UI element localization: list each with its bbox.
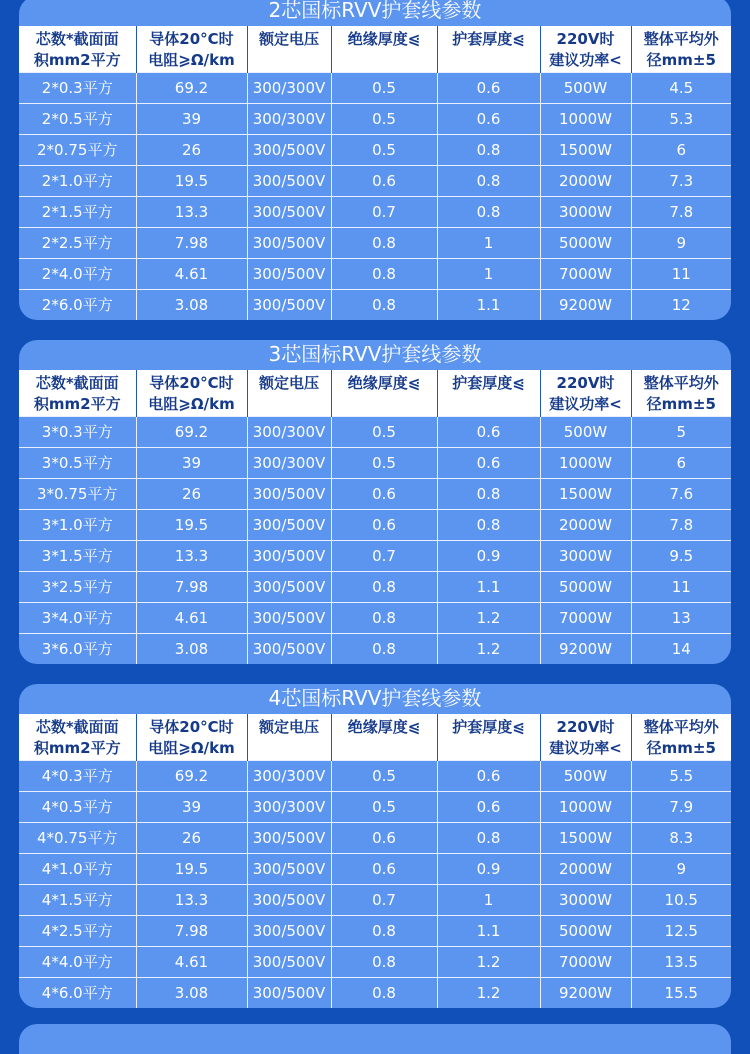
panel-title: 2芯国标RVV护套线参数	[268, 0, 482, 22]
cell-insulation: 0.8	[331, 916, 437, 947]
cell-rated-voltage: 300/500V	[247, 854, 331, 885]
header-line: 径mm±5	[646, 739, 716, 757]
cell-resistance: 19.5	[136, 166, 247, 197]
col-header-sheath	[437, 714, 540, 761]
cell-diameter: 7.3	[631, 166, 731, 197]
cell-core-area: 3*1.0平方	[19, 510, 136, 541]
cell-rated-voltage: 300/500V	[247, 197, 331, 228]
cell-resistance: 26	[136, 135, 247, 166]
col-header-core-area	[19, 714, 136, 761]
cell-sheath: 1	[437, 885, 540, 916]
cell-sheath: 0.9	[437, 541, 540, 572]
table-row	[19, 417, 731, 448]
header-line: 电阻⩾Ω/km	[148, 739, 235, 757]
cell-sheath: 0.6	[437, 104, 540, 135]
table-row	[19, 228, 731, 259]
cell-sheath: 1.2	[437, 947, 540, 978]
header-line: 绝缘厚度⩿	[347, 30, 421, 48]
table-row	[19, 259, 731, 290]
header-line: 芯数*截面面	[35, 718, 119, 736]
table-row	[19, 541, 731, 572]
cell-resistance: 19.5	[136, 510, 247, 541]
cell-insulation: 0.8	[331, 603, 437, 634]
cell-power: 1000W	[540, 448, 631, 479]
next-panel-edge	[19, 1024, 731, 1054]
cell-power: 9200W	[540, 634, 631, 665]
header-row	[19, 714, 731, 761]
cell-rated-voltage: 300/300V	[247, 104, 331, 135]
cell-core-area: 3*0.3平方	[19, 417, 136, 448]
cell-diameter: 6	[631, 135, 731, 166]
cell-sheath: 1.2	[437, 978, 540, 1009]
cell-diameter: 7.8	[631, 510, 731, 541]
cell-core-area: 2*0.3平方	[19, 73, 136, 104]
table-row	[19, 792, 731, 823]
cell-rated-voltage: 300/300V	[247, 417, 331, 448]
cell-insulation: 0.8	[331, 947, 437, 978]
header-line: 电阻⩾Ω/km	[148, 51, 235, 69]
cell-rated-voltage: 300/500V	[247, 479, 331, 510]
table-row	[19, 448, 731, 479]
cell-rated-voltage: 300/500V	[247, 885, 331, 916]
cell-diameter: 7.6	[631, 479, 731, 510]
cell-insulation: 0.6	[331, 823, 437, 854]
cell-rated-voltage: 300/500V	[247, 947, 331, 978]
cell-sheath: 0.8	[437, 510, 540, 541]
cell-power: 2000W	[540, 854, 631, 885]
cell-diameter: 12	[631, 290, 731, 321]
header-row	[19, 370, 731, 417]
cell-insulation: 0.8	[331, 978, 437, 1009]
cell-core-area: 2*0.75平方	[19, 135, 136, 166]
cell-power: 3000W	[540, 541, 631, 572]
cell-resistance: 39	[136, 792, 247, 823]
cell-power: 1500W	[540, 135, 631, 166]
cell-resistance: 4.61	[136, 259, 247, 290]
cell-diameter: 9	[631, 228, 731, 259]
table-row	[19, 885, 731, 916]
table-panel-2-core	[19, 0, 731, 320]
table-row	[19, 572, 731, 603]
cell-sheath: 0.6	[437, 448, 540, 479]
cell-diameter: 10.5	[631, 885, 731, 916]
cell-resistance: 7.98	[136, 228, 247, 259]
cell-rated-voltage: 300/300V	[247, 448, 331, 479]
cell-rated-voltage: 300/500V	[247, 510, 331, 541]
cell-insulation: 0.6	[331, 166, 437, 197]
cell-diameter: 9.5	[631, 541, 731, 572]
cell-core-area: 2*1.0平方	[19, 166, 136, 197]
cell-sheath: 0.6	[437, 761, 540, 792]
cell-rated-voltage: 300/500V	[247, 603, 331, 634]
cell-diameter: 6	[631, 448, 731, 479]
table-row	[19, 510, 731, 541]
header-line: 积mm2平方	[33, 395, 121, 413]
cell-resistance: 39	[136, 448, 247, 479]
cell-rated-voltage: 300/500V	[247, 228, 331, 259]
cell-insulation: 0.8	[331, 290, 437, 321]
panel-title: 4芯国标RVV护套线参数	[268, 686, 482, 710]
table-row	[19, 290, 731, 321]
cell-rated-voltage: 300/500V	[247, 978, 331, 1009]
cell-power: 5000W	[540, 572, 631, 603]
cell-power: 5000W	[540, 228, 631, 259]
cell-diameter: 7.9	[631, 792, 731, 823]
cell-core-area: 3*6.0平方	[19, 634, 136, 665]
cell-insulation: 0.5	[331, 73, 437, 104]
cell-power: 3000W	[540, 197, 631, 228]
header-line: 额定电压	[258, 718, 319, 736]
header-line: 导体20°C时	[149, 374, 234, 392]
cell-core-area: 2*6.0平方	[19, 290, 136, 321]
cell-power: 500W	[540, 761, 631, 792]
cell-sheath: 1.1	[437, 916, 540, 947]
cell-insulation: 0.8	[331, 572, 437, 603]
cell-insulation: 0.8	[331, 228, 437, 259]
table-row	[19, 916, 731, 947]
cell-diameter: 13.5	[631, 947, 731, 978]
col-header-diameter	[631, 26, 731, 73]
cell-core-area: 2*4.0平方	[19, 259, 136, 290]
cell-sheath: 0.8	[437, 135, 540, 166]
col-header-sheath	[437, 26, 540, 73]
cell-core-area: 4*0.5平方	[19, 792, 136, 823]
cell-core-area: 3*4.0平方	[19, 603, 136, 634]
table-row	[19, 854, 731, 885]
table-row	[19, 823, 731, 854]
cell-resistance: 39	[136, 104, 247, 135]
col-header-rated-voltage	[247, 370, 331, 417]
cell-power: 7000W	[540, 603, 631, 634]
col-header-diameter	[631, 370, 731, 417]
cell-resistance: 13.3	[136, 885, 247, 916]
col-header-core-area	[19, 26, 136, 73]
cell-insulation: 0.5	[331, 761, 437, 792]
cell-insulation: 0.5	[331, 448, 437, 479]
header-line: 建议功率<	[549, 739, 622, 757]
cell-resistance: 4.61	[136, 947, 247, 978]
col-header-resistance	[136, 26, 247, 73]
cell-core-area: 2*0.5平方	[19, 104, 136, 135]
table-panel-4-core	[19, 684, 731, 1008]
cell-core-area: 4*2.5平方	[19, 916, 136, 947]
cell-insulation: 0.6	[331, 854, 437, 885]
cell-core-area: 3*0.5平方	[19, 448, 136, 479]
cell-diameter: 5.3	[631, 104, 731, 135]
table-row	[19, 73, 731, 104]
header-line: 整体平均外	[643, 30, 719, 48]
header-line: 额定电压	[258, 374, 319, 392]
cell-rated-voltage: 300/500V	[247, 823, 331, 854]
cell-diameter: 5.5	[631, 761, 731, 792]
col-header-rated-voltage	[247, 714, 331, 761]
cell-resistance: 4.61	[136, 603, 247, 634]
header-line: 护套厚度⩿	[452, 30, 525, 48]
spec-table	[19, 714, 731, 1008]
cell-power: 500W	[540, 417, 631, 448]
cell-insulation: 0.7	[331, 885, 437, 916]
cell-rated-voltage: 300/500V	[247, 541, 331, 572]
cell-sheath: 1.2	[437, 603, 540, 634]
cell-resistance: 13.3	[136, 197, 247, 228]
cell-resistance: 26	[136, 823, 247, 854]
header-line: 导体20°C时	[149, 30, 234, 48]
header-line: 整体平均外	[643, 718, 719, 736]
cell-power: 2000W	[540, 510, 631, 541]
cell-sheath: 0.8	[437, 479, 540, 510]
cell-power: 1000W	[540, 792, 631, 823]
cell-diameter: 13	[631, 603, 731, 634]
col-header-power	[540, 714, 631, 761]
cell-insulation: 0.7	[331, 541, 437, 572]
cell-resistance: 3.08	[136, 978, 247, 1009]
cell-resistance: 7.98	[136, 572, 247, 603]
cell-core-area: 2*1.5平方	[19, 197, 136, 228]
cell-core-area: 4*6.0平方	[19, 978, 136, 1009]
header-line: 220V时	[556, 374, 615, 392]
cell-power: 1000W	[540, 104, 631, 135]
cell-rated-voltage: 300/500V	[247, 166, 331, 197]
cell-sheath: 0.6	[437, 792, 540, 823]
header-line: 芯数*截面面	[35, 374, 119, 392]
col-header-diameter	[631, 714, 731, 761]
cell-sheath: 1.2	[437, 634, 540, 665]
cell-rated-voltage: 300/300V	[247, 73, 331, 104]
table-row	[19, 104, 731, 135]
cell-rated-voltage: 300/500V	[247, 290, 331, 321]
cell-diameter: 11	[631, 259, 731, 290]
cell-insulation: 0.5	[331, 417, 437, 448]
header-line: 建议功率<	[549, 395, 622, 413]
cell-core-area: 4*1.5平方	[19, 885, 136, 916]
col-header-resistance	[136, 714, 247, 761]
cell-core-area: 3*2.5平方	[19, 572, 136, 603]
header-line: 积mm2平方	[33, 739, 121, 757]
cell-sheath: 0.6	[437, 73, 540, 104]
col-header-core-area	[19, 370, 136, 417]
header-line: 积mm2平方	[33, 51, 121, 69]
cell-resistance: 69.2	[136, 761, 247, 792]
header-line: 径mm±5	[646, 395, 716, 413]
cell-core-area: 2*2.5平方	[19, 228, 136, 259]
cell-power: 7000W	[540, 259, 631, 290]
cell-resistance: 19.5	[136, 854, 247, 885]
cell-sheath: 1	[437, 228, 540, 259]
table-row	[19, 978, 731, 1009]
cell-insulation: 0.7	[331, 197, 437, 228]
cell-power: 1500W	[540, 823, 631, 854]
cell-sheath: 0.8	[437, 823, 540, 854]
header-line: 建议功率<	[549, 51, 622, 69]
table-row	[19, 135, 731, 166]
cell-insulation: 0.6	[331, 510, 437, 541]
header-row	[19, 26, 731, 73]
cell-sheath: 0.6	[437, 417, 540, 448]
cell-power: 500W	[540, 73, 631, 104]
cell-sheath: 1	[437, 259, 540, 290]
cell-rated-voltage: 300/500V	[247, 634, 331, 665]
cell-insulation: 0.5	[331, 104, 437, 135]
header-line: 芯数*截面面	[35, 30, 119, 48]
table-row	[19, 197, 731, 228]
cell-power: 9200W	[540, 290, 631, 321]
cell-resistance: 7.98	[136, 916, 247, 947]
cell-power: 2000W	[540, 166, 631, 197]
table-row	[19, 166, 731, 197]
cell-insulation: 0.8	[331, 259, 437, 290]
header-line: 径mm±5	[646, 51, 716, 69]
col-header-power	[540, 370, 631, 417]
header-line: 额定电压	[258, 30, 319, 48]
cell-resistance: 3.08	[136, 634, 247, 665]
cell-rated-voltage: 300/300V	[247, 761, 331, 792]
header-line: 护套厚度⩿	[452, 718, 525, 736]
header-line: 电阻⩾Ω/km	[148, 395, 235, 413]
col-header-insulation	[331, 714, 437, 761]
cell-core-area: 4*0.75平方	[19, 823, 136, 854]
col-header-rated-voltage	[247, 26, 331, 73]
cell-resistance: 3.08	[136, 290, 247, 321]
cell-insulation: 0.5	[331, 135, 437, 166]
col-header-insulation	[331, 26, 437, 73]
cell-core-area: 3*1.5平方	[19, 541, 136, 572]
cell-diameter: 9	[631, 854, 731, 885]
header-line: 220V时	[556, 718, 615, 736]
table-row	[19, 947, 731, 978]
cell-resistance: 69.2	[136, 417, 247, 448]
cell-rated-voltage: 300/300V	[247, 792, 331, 823]
header-line: 220V时	[556, 30, 615, 48]
cell-power: 7000W	[540, 947, 631, 978]
cell-core-area: 4*4.0平方	[19, 947, 136, 978]
cell-rated-voltage: 300/500V	[247, 259, 331, 290]
cell-power: 3000W	[540, 885, 631, 916]
header-line: 导体20°C时	[149, 718, 234, 736]
cell-sheath: 1.1	[437, 290, 540, 321]
cell-power: 5000W	[540, 916, 631, 947]
cell-sheath: 0.9	[437, 854, 540, 885]
cell-sheath: 0.8	[437, 197, 540, 228]
cell-resistance: 69.2	[136, 73, 247, 104]
cell-diameter: 4.5	[631, 73, 731, 104]
header-line: 整体平均外	[643, 374, 719, 392]
cell-core-area: 3*0.75平方	[19, 479, 136, 510]
cell-diameter: 11	[631, 572, 731, 603]
cell-resistance: 13.3	[136, 541, 247, 572]
cell-diameter: 12.5	[631, 916, 731, 947]
col-header-insulation	[331, 370, 437, 417]
cell-diameter: 5	[631, 417, 731, 448]
cell-rated-voltage: 300/500V	[247, 916, 331, 947]
header-line: 绝缘厚度⩿	[347, 718, 421, 736]
panel-title: 3芯国标RVV护套线参数	[268, 342, 482, 366]
cell-resistance: 26	[136, 479, 247, 510]
spec-table	[19, 26, 731, 320]
cell-insulation: 0.6	[331, 479, 437, 510]
table-row	[19, 603, 731, 634]
cell-insulation: 0.5	[331, 792, 437, 823]
col-header-sheath	[437, 370, 540, 417]
table-panel-3-core	[19, 340, 731, 664]
col-header-resistance	[136, 370, 247, 417]
cell-diameter: 7.8	[631, 197, 731, 228]
col-header-power	[540, 26, 631, 73]
cell-core-area: 4*1.0平方	[19, 854, 136, 885]
cell-sheath: 1.1	[437, 572, 540, 603]
cell-power: 9200W	[540, 978, 631, 1009]
header-line: 绝缘厚度⩿	[347, 374, 421, 392]
cell-core-area: 4*0.3平方	[19, 761, 136, 792]
table-row	[19, 634, 731, 665]
cell-diameter: 14	[631, 634, 731, 665]
cell-rated-voltage: 300/500V	[247, 572, 331, 603]
cell-rated-voltage: 300/500V	[247, 135, 331, 166]
table-row	[19, 479, 731, 510]
header-line: 护套厚度⩿	[452, 374, 525, 392]
cell-diameter: 15.5	[631, 978, 731, 1009]
cell-diameter: 8.3	[631, 823, 731, 854]
cell-power: 1500W	[540, 479, 631, 510]
spec-table	[19, 370, 731, 664]
table-row	[19, 761, 731, 792]
cell-sheath: 0.8	[437, 166, 540, 197]
cell-insulation: 0.8	[331, 634, 437, 665]
